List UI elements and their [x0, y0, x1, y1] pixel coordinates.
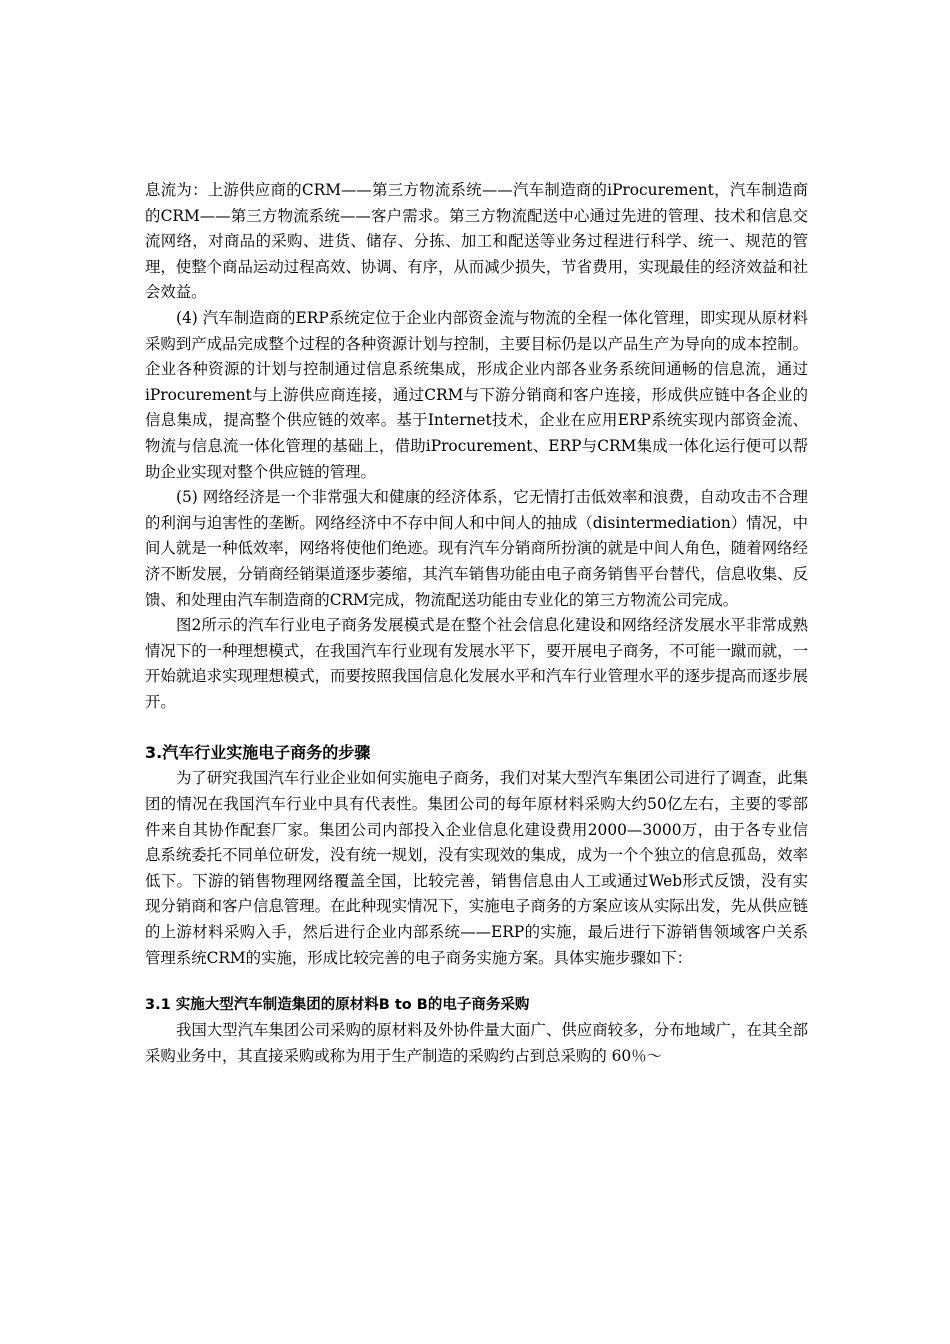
paragraph-section-3-1: 我国大型汽车集团公司采购的原材料及外协件量大面广、供应商较多，分布地域广，在其全部采购业务中，其直接采购或称为用于生产制造的采购约占到总采购的 60％～ — [145, 1021, 808, 1065]
section-3-heading: 3.汽车行业实施电子商务的步骤 — [145, 743, 371, 763]
paragraph-network-economy: (5) 网络经济是一个非常强大和健康的经济体系，它无情打击低效率和浪费，自动攻击不合理的利润与迫害性的垄断。网络经济中不存中间人和中间人的抽成（disintermediation）情况，中间人就是一种低效率，网络将使他们绝迹。现有汽车分销商所扮演的就是中间人角色，随着网络经济不断发展，分销商经销渠道逐步萎缩，其汽车销售功能由电子商务销售平台替代，信息收集、反馈、和处理由汽车制造商的CRM完成，物流配送功能由专业化的第三方物流公司完成。 — [145, 488, 808, 609]
document-body — [145, 178, 808, 1069]
paragraph-logistics-info-flow: 息流为：上游供应商的CRM——第三方物流系统——汽车制造商的iProcurement，汽车制造商的CRM——第三方物流系统——客户需求。第三方物流配送中心通过先进的管理、技术和信息交流网络，对商品的采购、进货、储存、分拣、加工和配送等业务过程进行科学、统一、规范的管理，使整个商品运动过程高效、协调、有序，从而减少损失，节省费用，实现最佳的经济效益和社会效益。 — [145, 181, 808, 302]
paragraph-erp-positioning: (4) 汽车制造商的ERP系统定位于企业内部资金流与物流的全程一体化管理，即实现从原材料采购到产成品完成整个过程的各种资源计划与控制，主要目标仍是以产品生产为导向的成本控制。企业各种资源的计划与控制通过信息系统集成，形成企业内部各业务系统间通畅的信息流，通过iProcurement与上游供应商连接，通过CRM与下游分销商和客户连接，形成供应链中各企业的信息集成，提高整个供应链的效率。基于Internet技术，企业在应用ERP系统实现内部资金流、物流与信息流一体化管理的基础上，借助iProcurement、ERP与CRM集成一体化运行便可以帮助企业实现对整个供应链的管理。 — [145, 308, 808, 481]
paragraph-section-3: 为了研究我国汽车行业企业如何实施电子商务，我们对某大型汽车集团公司进行了调查，此集团的情况在我国汽车行业中具有代表性。集团公司的每年原材料采购大约50亿左右，主要的零部件来自其协作配套厂家。集团公司内部投入企业信息化建设费用2000—3000万，由于各专业信息系统委托不同单位研发，没有统一规划，没有实现效的集成，成为一个个独立的信息孤岛，效率低下。下游的销售物理网络覆盖全国，比较完善，销售信息由人工或通过Web形式反馈，没有实现分销商和客户信息管理。在此种现实情况下，实施电子商务的方案应该从实际出发，先从供应链的上游材料采购入手，然后进行企业内部系统——ERP的实施，最后进行下游销售领域客户关系管理系统CRM的实施，形成比较完善的电子商务实施方案。具体实施步骤如下： — [145, 769, 808, 967]
section-3-1-heading: 3.1 实施大型汽车制造集团的原材料B to B的电子商务采购 — [145, 997, 530, 1014]
paragraph-ideal-model: 图2所示的汽车行业电子商务发展模式是在整个社会信息化建设和网络经济发展水平非常成熟情况下的一种理想模式，在我国汽车行业现有发展水平下，要开展电子商务，不可能一蹴而就，一开始就追求实现理想模式，而要按照我国信息化发展水平和汽车行业管理水平的逐步提高而逐步展开。 — [145, 616, 808, 711]
